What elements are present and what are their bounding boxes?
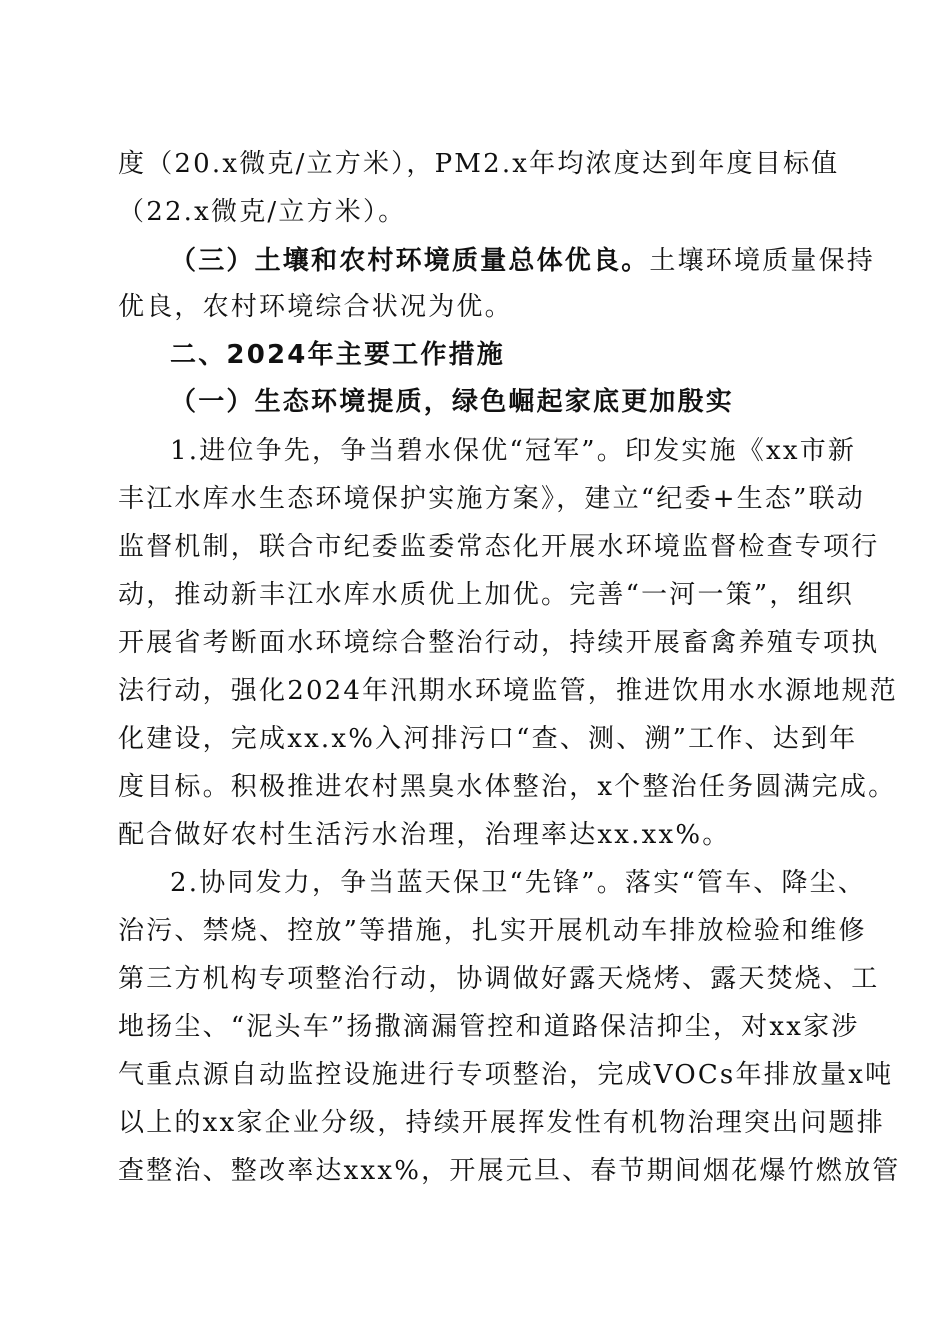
paragraph-line: 查整治、整改率达xxx%，开展元旦、春节期间烟花爆竹燃放管 <box>118 1156 901 1186</box>
paragraph-line: 丰江水库水生态环境保护实施方案》，建立“纪委+生态”联动 <box>118 484 865 514</box>
paragraph-line: 2.协同发力，争当蓝天保卫“先锋”。落实“管车、降尘、 <box>170 868 867 898</box>
paragraph-line: 以上的xx家企业分级，持续开展挥发性有机物治理突出问题排 <box>118 1108 885 1138</box>
paragraph-line: 法行动，强化2024年汛期水环境监管，推进饮用水水源地规范 <box>118 676 898 706</box>
paragraph-line: 1.进位争先，争当碧水保优“冠军”。印发实施《xx市新 <box>170 436 857 466</box>
paragraph-line: 气重点源自动监控设施进行专项整治，完成VOCs年排放量x吨 <box>118 1060 894 1090</box>
paragraph-line: （22.x微克/立方米）。 <box>118 197 407 227</box>
paragraph-line: 度（20.x微克/立方米），PM2.x年均浓度达到年度目标值 <box>118 149 840 179</box>
section-heading: 二、2024年主要工作措施 <box>170 340 505 370</box>
subsection-heading: （一）生态环境提质，绿色崛起家底更加殷实 <box>170 387 735 417</box>
paragraph-line: 度目标。积极推进农村黑臭水体整治，x个整治任务圆满完成。 <box>118 772 897 802</box>
paragraph-line: 地扬尘、“泥头车”扬撒滴漏管控和道路保洁抑尘，对xx家涉 <box>118 1012 860 1042</box>
paragraph-line: 动，推动新丰江水库水质优上加优。完善“一河一策”，组织 <box>118 580 854 610</box>
paragraph-line: 治污、禁烧、控放”等措施，扎实开展机动车排放检验和维修 <box>118 916 867 946</box>
paragraph-line: 监督机制，联合市纪委监委常态化开展水环境监督检查专项行 <box>118 532 880 562</box>
section-paragraph-line <box>170 243 876 283</box>
paragraph-line: 优良，农村环境综合状况为优。 <box>118 292 513 322</box>
paragraph-line: 化建设，完成xx.x%入河排污口“查、测、溯”工作、达到年 <box>118 724 858 754</box>
paragraph-line: 开展省考断面水环境综合整治行动，持续开展畜禽养殖专项执 <box>118 628 880 658</box>
paragraph-line: 配合做好农村生活污水治理，治理率达xx.xx%。 <box>118 820 731 850</box>
paragraph-line: 第三方机构专项整治行动，协调做好露天烧烤、露天焚烧、工 <box>118 964 880 994</box>
subheading-three: （三）土壤和农村环境质量总体优良。 <box>170 246 650 276</box>
paragraph-text: 土壤环境质量保持 <box>649 246 876 276</box>
